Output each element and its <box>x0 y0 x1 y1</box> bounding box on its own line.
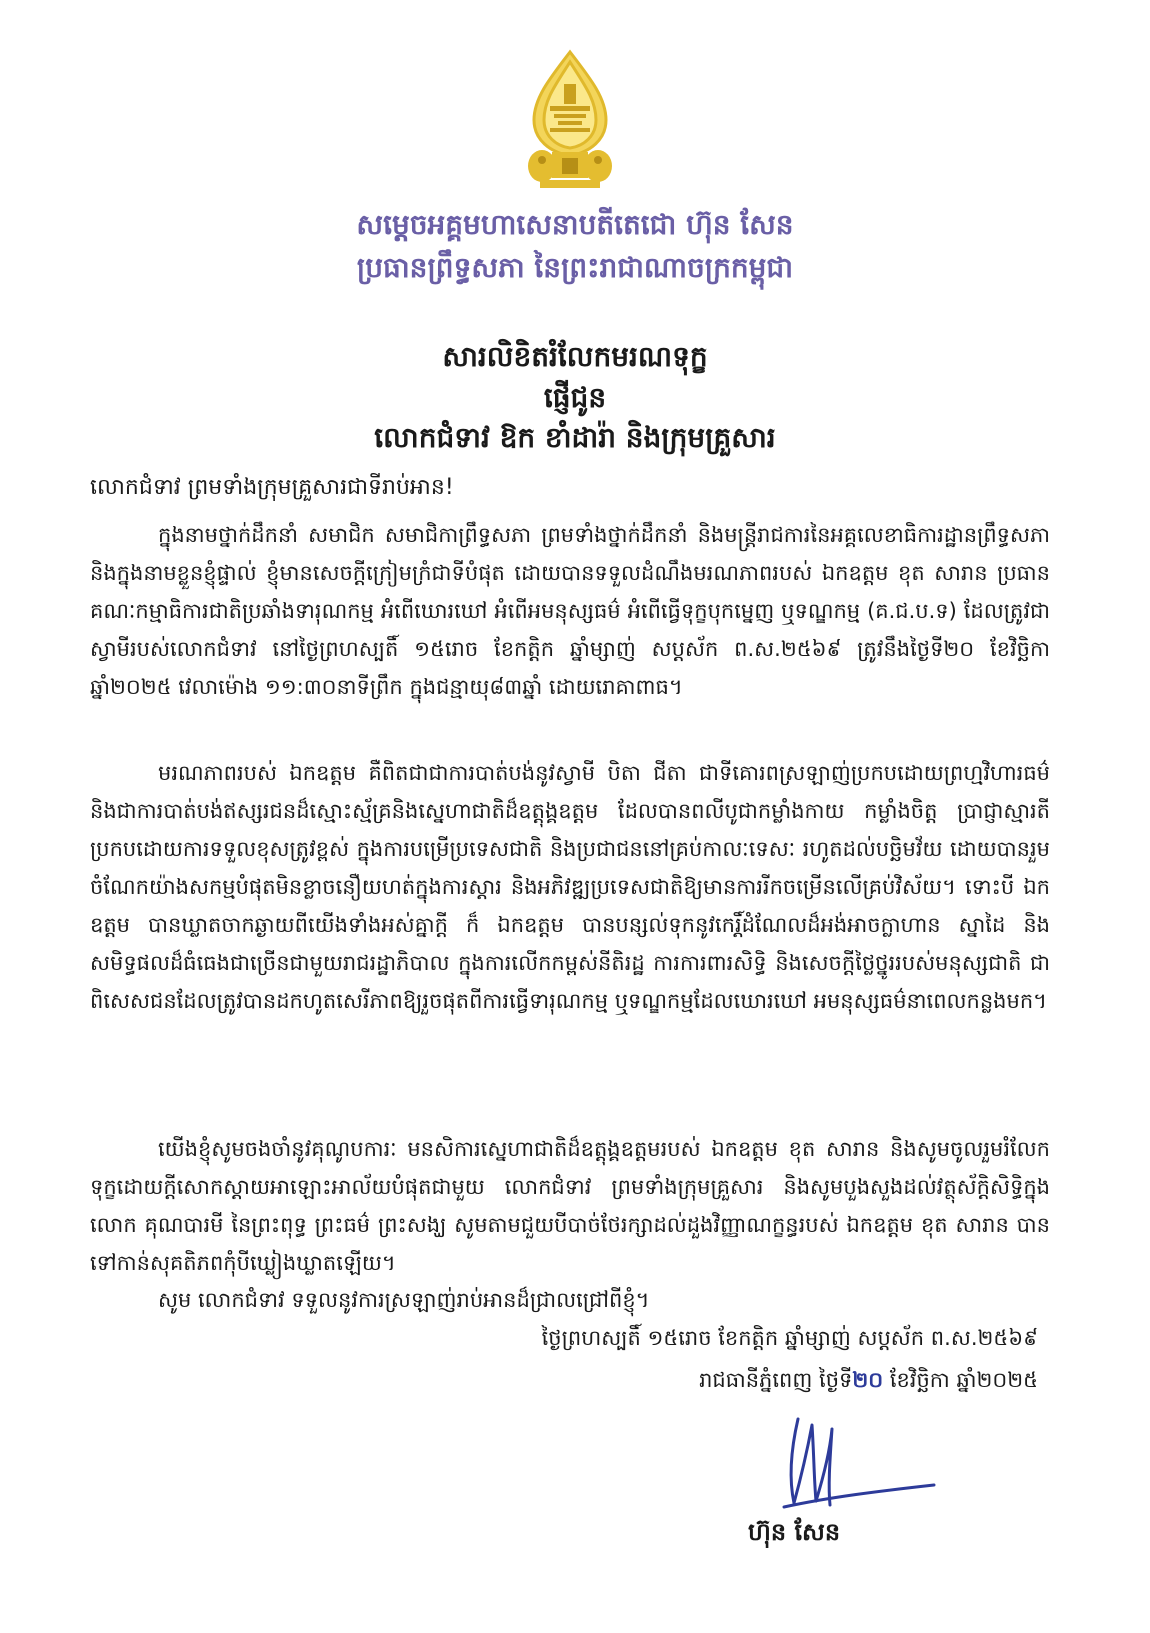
place-date <box>699 1362 1038 1398</box>
letter-title-sent-to: ផ្ញើជូន <box>543 381 607 414</box>
royal-emblem-icon <box>520 48 620 198</box>
signature-icon <box>770 1405 940 1515</box>
date-day: ២០ <box>852 1368 884 1392</box>
sender-title: សម្តេចអគ្គមហាសេនាបតីតេជោ ហ៊ុន សែន <box>356 208 794 241</box>
place-prefix: រាជធានីភ្នំពេញ ថ្ងៃទី <box>699 1368 853 1392</box>
letter-title: សារលិខិតរំលែកមរណទុក្ខ <box>442 340 708 373</box>
signer-name: ហ៊ុន សែន <box>748 1517 841 1546</box>
salutation: លោកជំទាវ ព្រមទាំងក្រុមគ្រួសារជាទីរាប់អាន! <box>90 475 454 500</box>
paragraph-2: មរណភាពរបស់ ឯកឧត្តម គឺពិតជាជាការបាត់បង់នូវស្វាមី បិតា ជីតា ជាទីគោរពស្រឡាញ់ប្រកបដោយព្រហ្មវិហារធម៌ និងជាការបាត់បង់ឥស្សរជនដ៏ស្មោះស្ម័គ្រនិងស្នេហាជាតិដ៏ឧត្តុង្គឧត្តម ដែលបានពលីបូជាកម្លាំងកាយ កម្លាំងចិត្ត ប្រាជ្ញាស្មារតី ប្រកបដោយការទទួលខុសត្រូវខ្ពស់ ក្នុងការបម្រើប្រទេសជាតិ និងប្រជាជននៅគ្រប់កាលៈទេសៈ រហូតដល់បច្ឆិមវ័យ ដោយបានរួមចំណែកយ៉ាងសកម្មបំផុតមិនខ្លាចនឿយហត់ក្នុងការស្តារ និងអភិវឌ្ឍប្រទេសជាតិឱ្យមានការរីកចម្រើនលើគ្រប់វិស័យ។ ទោះបី ឯកឧត្តម បានឃ្លាតចាកឆ្ងាយពីយើងទាំងអស់គ្នាក្តី ក៏ ឯកឧត្តម បានបន្សល់ទុកនូវកេរ្តិ៍ដំណែលដ៏អង់អាចក្លាហាន ស្នាដៃ និងសមិទ្ធផលដ៏ធំធេងជាច្រើនជាមួយរាជរដ្ឋាភិបាល ក្នុងការលើកកម្ពស់នីតិរដ្ឋ ការការពារសិទ្ធិ និងសេចក្តីថ្លៃថ្នូររបស់មនុស្សជាតិ ជាពិសេសជនដែលត្រូវបានដកហូតសេរីភាពឱ្យរួចផុតពីការធ្វើទារុណកម្ម ឬទណ្ឌកម្មដែលឃោរឃៅ អមនុស្សធម៌នាពេលកន្លងមក។ <box>90 761 1050 1013</box>
closing-line: សូម លោកជំទាវ ទទួលនូវការស្រឡាញ់រាប់អានដ៏ជ្រាលជ្រៅពីខ្ញុំ។ <box>158 1288 650 1312</box>
letter-recipient: លោកជំទាវ ឱក ខាំដារ៉ា និងក្រុមគ្រួសារ <box>374 421 776 454</box>
date-month-year: ខែវិច្ឆិកា ឆ្នាំ២០២៥ <box>883 1368 1038 1392</box>
paragraph-3: យើងខ្ញុំសូមចងចាំនូវគុណូបការៈ មនសិការស្នេហាជាតិដ៏ឧត្តុង្គឧត្តមរបស់ ឯកឧត្តម ខុត សារាន និងសូមចូលរួមរំលែកទុក្ខដោយក្តីសោកស្តាយអាឡោះអាល័យបំផុតជាមួយ លោកជំទាវ ព្រមទាំងក្រុមគ្រួសារ និងសូមបួងសួងដល់វត្ថុស័ក្តិសិទ្ធិក្នុងលោក គុណបារមី នៃព្រះពុទ្ធ ព្រះធម៌ ព្រះសង្ឃ សូមតាមជួយបីបាច់ថែរក្សាដល់ដួងវិញ្ញាណក្ខន្ធរបស់ ឯកឧត្តម ខុត សារាន បានទៅកាន់សុគតិភពកុំបីឃ្លៀងឃ្លាតឡើយ។ <box>90 1137 1050 1275</box>
sender-position: ប្រធានព្រឹទ្ធសភា នៃព្រះរាជាណាចក្រកម្ពុជា <box>356 251 794 284</box>
lunar-date: ថ្ងៃព្រហស្បតិ៍ ១៥រោច ខែកត្តិក ឆ្នាំម្សាញ់ សប្តស័ក ព.ស.២៥៦៩ <box>541 1326 1038 1350</box>
paragraph-1: ក្នុងនាមថ្នាក់ដឹកនាំ សមាជិក សមាជិកាព្រឹទ្ធសភា ព្រមទាំងថ្នាក់ដឹកនាំ និងមន្ត្រីរាជការនៃអគ្គលេខាធិការដ្ឋានព្រឹទ្ធសភា និងក្នុងនាមខ្លួនខ្ញុំផ្ទាល់ ខ្ញុំមានសេចក្តីក្រៀមក្រំជាទីបំផុត ដោយបានទទួលដំណឹងមរណភាពរបស់ ឯកឧត្តម ខុត សារាន ប្រធានគណៈកម្មាធិការជាតិប្រឆាំងទារុណកម្ម អំពើឃោរឃៅ អំពើអមនុស្សធម៌ អំពើធ្វើទុក្ខបុកម្នេញ ឬទណ្ឌកម្ម (គ.ជ.ប.ទ) ដែលត្រូវជាស្វាមីរបស់លោកជំទាវ នៅថ្ងៃព្រហស្បតិ៍ ១៥រោច ខែកត្តិក ឆ្នាំម្សាញ់ សប្តស័ក ព.ស.២៥៦៩ ត្រូវនឹងថ្ងៃទី២០ ខែវិច្ឆិកា ឆ្នាំ២០២៥ វេលាម៉ោង ១១:៣០នាទីព្រឹក ក្នុងជន្មាយុ៨៣ឆ្នាំ ដោយរោគាពាធ។ <box>90 523 1050 699</box>
